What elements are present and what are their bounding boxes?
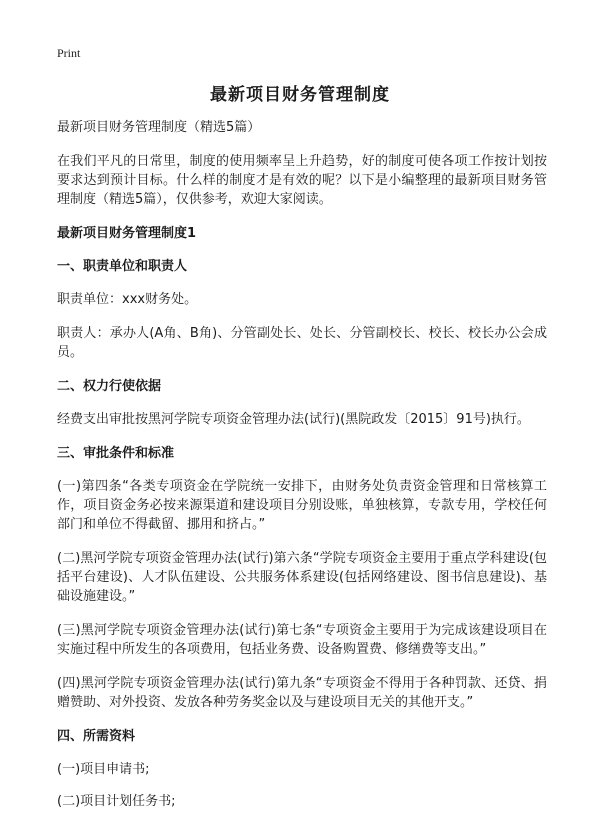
part1-persons: 职责人：承办人(A角、B角)、分管副处长、处长、分管副校长、校长、校长办公会成员。	[57, 326, 547, 360]
part3-item: (一)第四条“各类专项资金在学院统一安排下，由财务处负责资金管理和日常核算工作，项目资金务必按来源渠道和建设项目分别设账，单独核算，专款专用，学校任何部门和单位不得截留、挪用和挤占。”	[57, 479, 547, 532]
part1-heading: 一、职责单位和职责人	[57, 259, 188, 274]
part3-heading: 三、审批条件和标准	[57, 446, 175, 461]
section-heading: 最新项目财务管理制度1	[57, 226, 197, 241]
part1-unit: 职责单位：xxx财务处。	[57, 292, 198, 307]
part2-text: 经费支出审批按黑河学院专项资金管理办法(试行)(黑院政发〔2015〕91号)执行。	[57, 412, 530, 427]
print-link[interactable]: Print	[57, 46, 81, 60]
document-title: 最新项目财务管理制度	[210, 85, 390, 105]
part3-item: (四)黑河学院专项资金管理办法(试行)第九条“专项资金不得用于各种罚款、还贷、捐赠赞助、对外投资、发放各种劳务奖金以及与建设项目无关的其他开支。”	[57, 676, 547, 710]
part3-item: (三)黑河学院专项资金管理办法(试行)第七条“专项资金主要用于为完成该建设项目在实施过程中所发生的各项费用，包括业务费、设备购置费、修缮费等支出。”	[57, 623, 547, 657]
intro-paragraph: 在我们平凡的日常里，制度的使用频率呈上升趋势，好的制度可使各项工作按计划按要求达到预计目标。什么样的制度才是有效的呢？以下是小编整理的最新项目财务管理制度（精选5篇），仅供参考，欢迎大家阅读。	[57, 154, 547, 207]
document-body	[57, 118, 547, 824]
part4-heading: 四、所需资料	[57, 729, 136, 744]
part4-item: (一)项目申请书;	[57, 762, 150, 777]
part2-heading: 二、权力行使依据	[57, 379, 162, 394]
part4-item: (二)项目计划任务书;	[57, 794, 176, 809]
document-subtitle: 最新项目财务管理制度（精选5篇）	[57, 120, 261, 135]
part3-item: (二)黑河学院专项资金管理办法(试行)第六条“学院专项资金主要用于重点学科建设(包括平台建设)、人才队伍建设、公共服务体系建设(包括网络建设、图书信息建设)、基础设施建设。”	[57, 551, 547, 604]
